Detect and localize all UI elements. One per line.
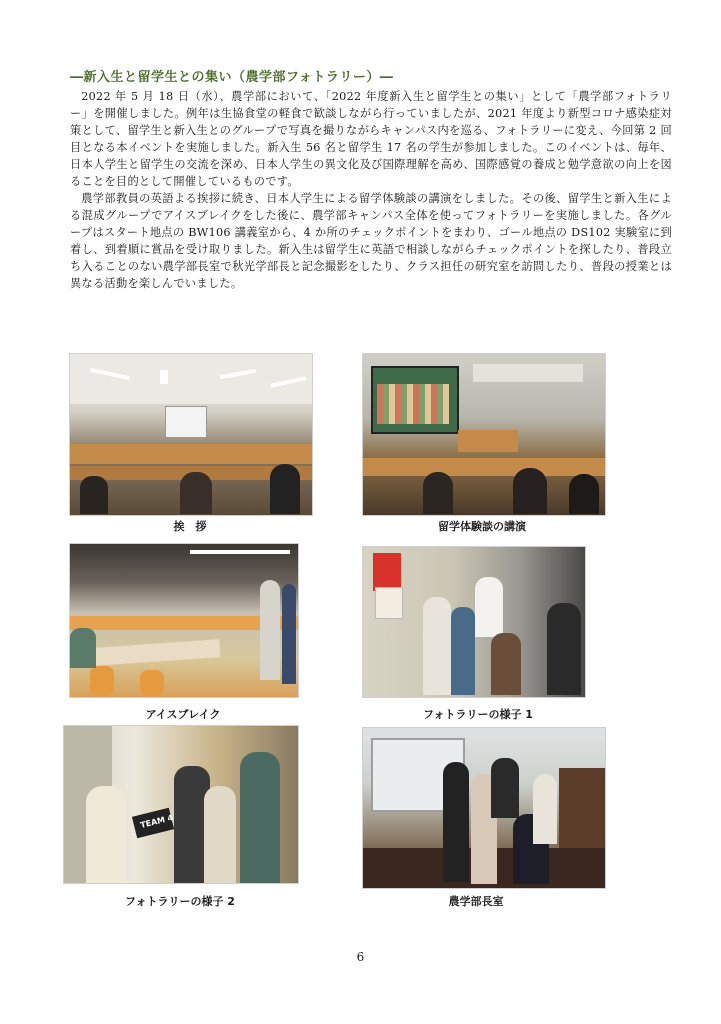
photo-caption-4: フォトラリーの様子 1 xyxy=(423,708,533,721)
photo-study-abroad-talk xyxy=(362,353,606,516)
photo-caption-1: 挨 拶 xyxy=(173,520,207,533)
paragraph-1: 2022 年 5 月 18 日（水）、農学部において、「2022 年度新入生と留学生との集い」として「農学部フォトラリー」を開催しました。例年は生協食堂の軽食で歓談しながら行っていましたが、2021 年度より新型コロナ感染症対策として、留学生と新入生とのグループで写真を撮りながらキャンパス内を巡る、フォトラリーに変え、今回第 2 回目となる本イベントを実施しました。新入生 56 名と留学生 17 名の学生が参加しました。このイベントは、毎年、日本人学生と留学生の交流を深め、日本人学生の異文化及び国際理解を高め、国際感覚の養成と勉学意欲の向上を図ることを目的として開催しているものです。 xyxy=(70,90,672,188)
photo-rally-1 xyxy=(362,546,586,698)
section-heading: ―新入生と留学生との集い（農学部フォトラリー）― xyxy=(70,70,394,85)
photo-ice-break xyxy=(69,543,299,698)
paragraph-2: 農学部教員の英語よる挨拶に続き、日本人学生による留学体験談の講演をしました。その後、留学生と新入生による混成グループでアイスブレイクをした後に、農学部キャンパス全体を使ってフォトラリーを実施しました。各グループはスタート地点の BW106 講義室から、4 か所のチェックポイントをまわり、ゴール地点の DS102 実験室に到着し、到着順に賞品を受け取りました。新入生は留学生に英語で相談しながらチェックポイントを探したり、普段立ち入ることのない農学部長室で秋光学部長と記念撮影をしたり、クラス担任の研究室を訪問したり、普段の授業とは異なる活動を楽しんでいました。 xyxy=(70,192,672,290)
photo-caption-6: 農学部長室 xyxy=(448,895,504,908)
photo-dean-office xyxy=(362,727,606,889)
photo-rally-2 xyxy=(63,725,299,884)
photo-caption-3: アイスブレイク xyxy=(145,708,221,721)
team-sign-text: TEAM 4 xyxy=(139,813,175,830)
page-number: 6 xyxy=(356,950,365,964)
photo-caption-5: フォトラリーの様子 2 xyxy=(125,895,235,908)
photo-caption-2: 留学体験談の講演 xyxy=(438,520,526,533)
article-body xyxy=(70,88,672,292)
photo-greeting xyxy=(69,353,313,516)
